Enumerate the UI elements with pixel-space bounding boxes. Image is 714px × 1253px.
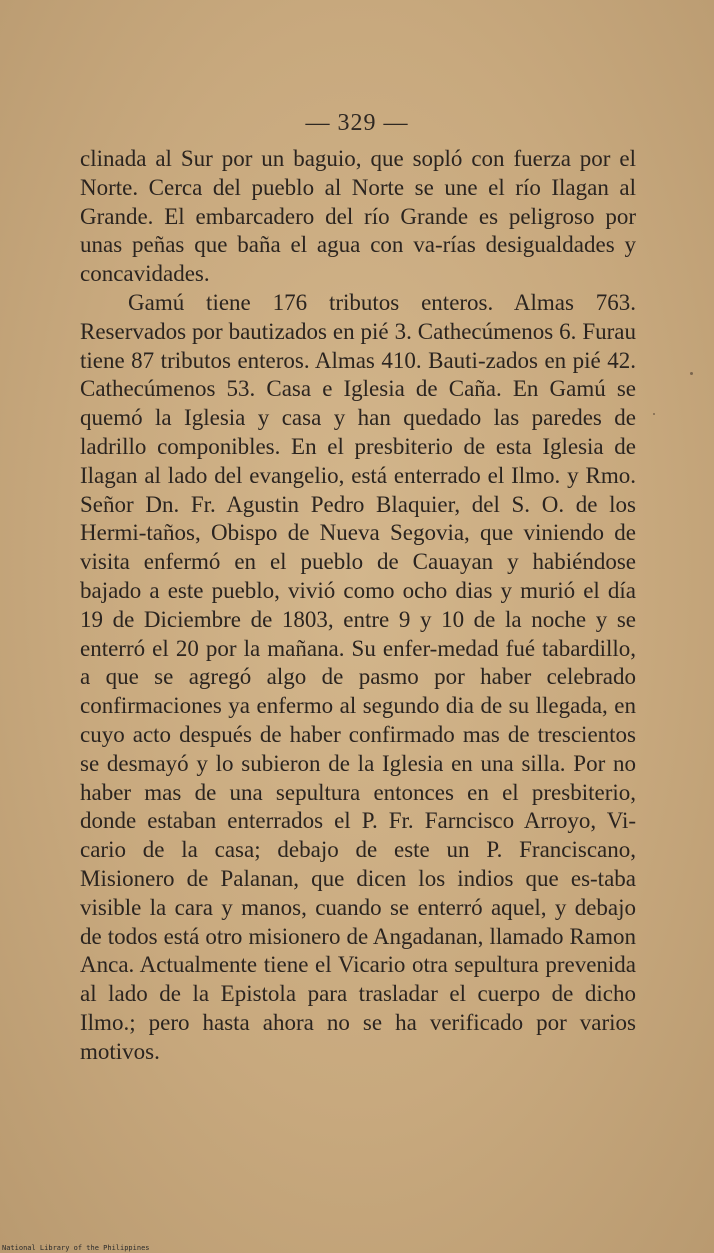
paper-speck: [690, 372, 693, 375]
body-text: [80, 145, 636, 1067]
page-number: — 329 —: [305, 110, 409, 136]
paragraph-1: clinada al Sur por un baguio, que sopló con fuerza por el Norte. Cerca del pueblo al Norte se une el río Ilagan al Grande. El embarcadero del río Grande es peligroso por unas peñas que baña el agua con va-rías desigualdades y concavidades.: [80, 146, 636, 287]
paragraph-2: Gamú tiene 176 tributos enteros. Almas 763. Reservados por bautizados en pié 3. Cathecúmenos 6. Furau tiene 87 tributos enteros. Almas 410. Bauti-zados en pié 42. Cathecúmenos 53. Casa e Iglesia de Caña. En Gamú se quemó la Iglesia y casa y han quedado las paredes de ladrillo componibles. En el presbiterio de esta Iglesia de Ilagan al lado del evangelio, está enterrado el Ilmo. y Rmo. Señor Dn. Fr. Agustin Pedro Blaquier, del S. O. de los Hermi-taños, Obispo de Nueva Segovia, que viniendo de visita enfermó en el pueblo de Cauayan y habiéndose bajado a este pueblo, vivió como ocho dias y murió el día 19 de Diciembre de 1803, entre 9 y 10 de la noche y se enterró el 20 por la mañana. Su enfer-medad fué tabardillo, a que se agregó algo de pasmo por haber celebrado confirmaciones ya enfermo al segundo dia de su llegada, en cuyo acto después de haber confirmado mas de trescientos se desmayó y lo subieron de la Iglesia en una silla. Por no haber mas de una sepultura entonces en el presbiterio, donde estaban enterrados el P. Fr. Farncisco Arroyo, Vi-cario de la casa; debajo de este un P. Franciscano, Misionero de Palanan, que dicen los indios que es-taba visible la cara y manos, cuando se enterró aquel, y debajo de todos está otro misionero de Angadanan, llamado Ramon Anca. Actualmente tiene el Vicario otra sepultura prevenida al lado de la Epistola para trasladar el cuerpo de dicho Ilmo.; pero hasta ahora no se ha verificado por varios motivos.: [80, 289, 636, 1064]
library-watermark: National Library of the Philippines: [2, 1244, 150, 1252]
paper-speck: [653, 413, 655, 415]
